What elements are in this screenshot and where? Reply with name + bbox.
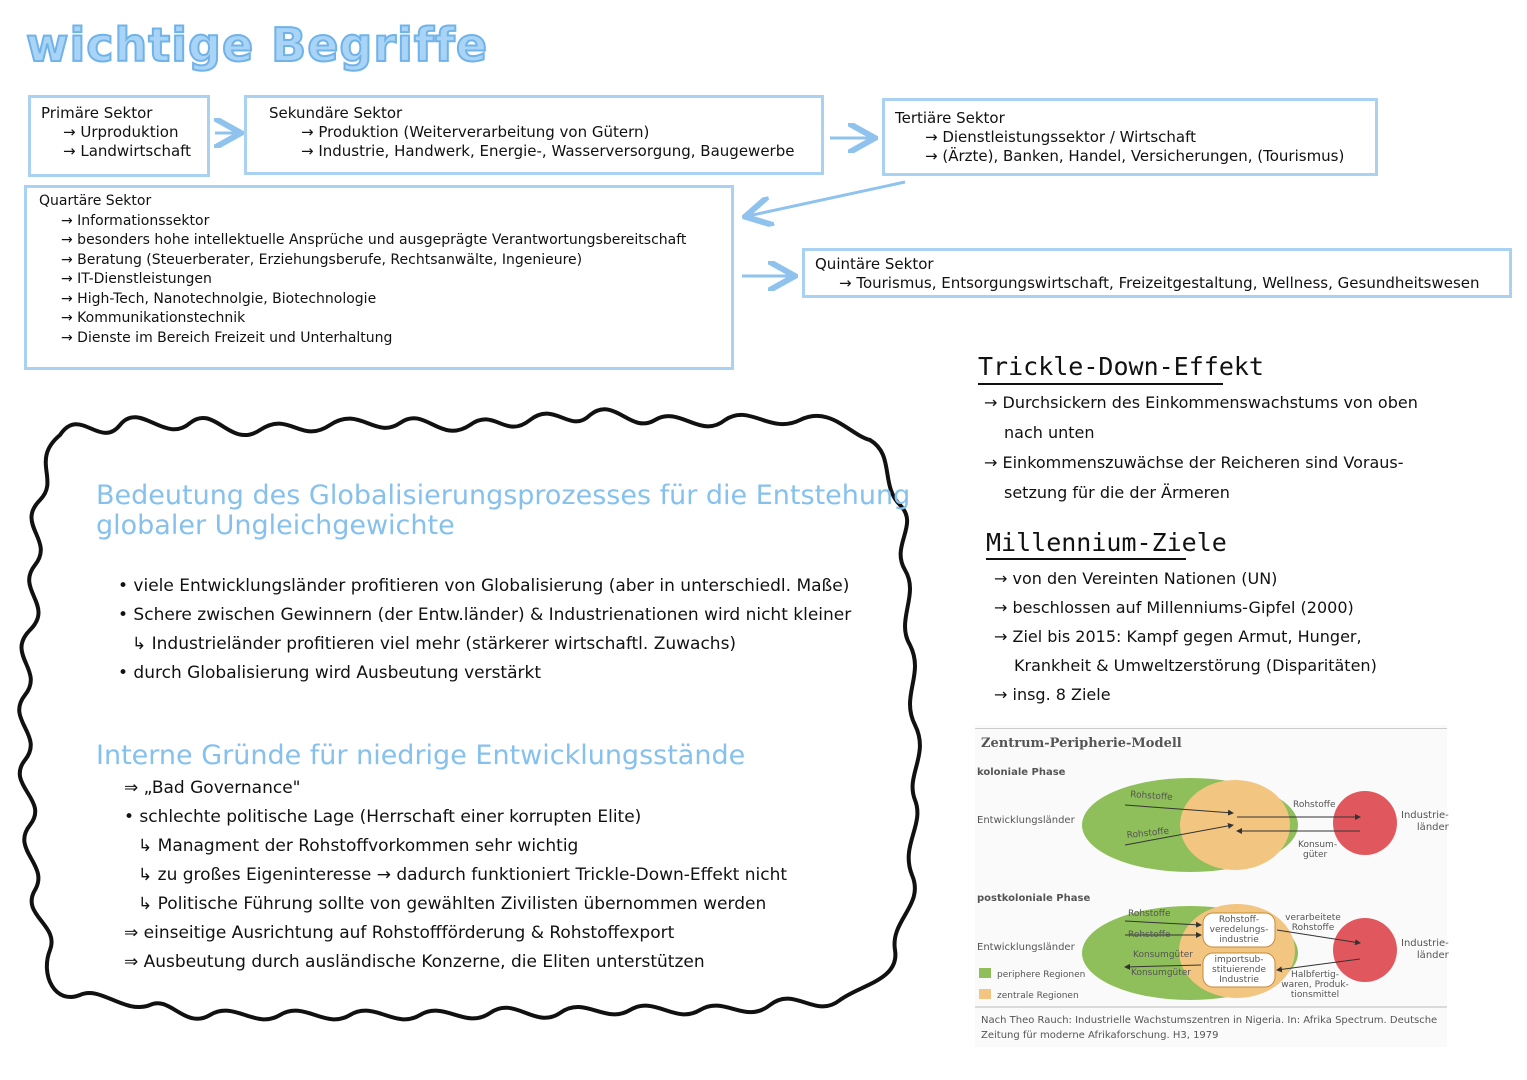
trickle-line: → Einkommenszuwächse der Reicheren sind Voraus- (984, 453, 1404, 472)
rohstoffe-label: Rohstoffe (1129, 790, 1173, 803)
globalisation-heading-1: Bedeutung des Globalisierungsprozesses für die Entstehung (96, 480, 911, 511)
trickle-heading: Trickle-Down-Effekt (978, 352, 1264, 381)
internal-line: ↳ zu großes Eigeninteresse → dadurch funktioniert Trickle-Down-Effekt nicht (138, 865, 788, 885)
millennium-line: → von den Vereinten Nationen (UN) (994, 569, 1278, 588)
trickle-notes (984, 388, 1418, 508)
refining-label: industrie (1219, 935, 1259, 945)
millennium-underline (986, 557, 1196, 561)
right-label-line: länder (1416, 950, 1449, 961)
secondary-heading: Sekundäre Sektor (269, 104, 403, 122)
tertiary-line: → Dienstleistungssektor / Wirtschaft (925, 128, 1197, 146)
konsumgueter-label: Konsumgüter (1133, 950, 1194, 960)
left-label-2: Entwicklungsländer (977, 942, 1075, 953)
quaternary-line: → IT-Dienstleistungen (61, 271, 212, 287)
rohstoffe-label: Rohstoffe (1128, 909, 1171, 919)
right-label-line: länder (1416, 822, 1449, 833)
right-label-line: Industrie- (1401, 810, 1449, 821)
quaternary-heading: Quartäre Sektor (39, 193, 152, 209)
internal-line: ↳ Politische Führung sollte von gewählten Zivilisten übernommen werden (138, 894, 767, 914)
caption-line: Nach Theo Rauch: Industrielle Wachstumszentren in Nigeria. In: Afrika Spectrum. Deutsche (981, 1015, 1438, 1026)
import-sub-label: Industrie (1219, 975, 1259, 985)
quinary-heading: Quintäre Sektor (815, 255, 934, 273)
left-label-1: Entwicklungsländer (977, 815, 1075, 826)
secondary-line: → Produktion (Weiterverarbeitung von Gütern) (301, 123, 650, 141)
secondary-line: → Industrie, Handwerk, Energie-, Wasserversorgung, Baugewerbe (301, 142, 795, 160)
quinary-line: → Tourismus, Entsorgungswirtschaft, Freizeitgestaltung, Wellness, Gesundheitswesen (839, 274, 1480, 292)
rohstoffe-label: Rohstoffe (1126, 826, 1170, 841)
semi-finished-label: tionsmittel (1290, 990, 1340, 1000)
globalisation-notes (118, 572, 851, 688)
primary-line: → Urproduktion (63, 123, 179, 141)
quaternary-line: → besonders hohe intellektuelle Ansprüche und ausgeprägte Verantwortungsbereitschaft (61, 232, 687, 248)
millennium-heading: Millennium-Ziele (986, 528, 1227, 557)
konsumgueter-label: Konsumgüter (1131, 968, 1192, 978)
trickle-line: setzung für die der Ärmeren (1004, 483, 1230, 502)
trickle-underline (978, 382, 1228, 386)
figure-title: Zentrum-Peripherie-Modell (981, 736, 1182, 751)
legend-zentrale: zentrale Regionen (997, 991, 1079, 1001)
quaternary-line: → Dienste im Bereich Freizeit und Unterhaltung (61, 329, 393, 346)
quaternary-line: → Beratung (Steuerberater, Erziehungsberufe, Rechtsanwälte, Ingenieure) (61, 251, 583, 268)
center-ellipse-1 (1180, 780, 1290, 870)
figure-caption (981, 1013, 1437, 1043)
rohstoffe-label: Rohstoffe (1293, 800, 1336, 810)
millennium-line: Krankheit & Umweltzerstörung (Disparitäten) (1014, 656, 1377, 675)
internal-line: • schlechte politische Lage (Herrschaft einer korrupten Elite) (124, 807, 642, 827)
caption-line: Zeitung für moderne Afrikaforschung. H3, 1979 (981, 1030, 1219, 1041)
sector-arrows (0, 0, 1527, 380)
internal-line: ⇒ einseitige Ausrichtung auf Rohstoffförderung & Rohstoffexport (124, 923, 675, 943)
processed-label: verarbeitete (1285, 913, 1341, 923)
internal-line: ⇒ „Bad Governance" (124, 778, 301, 798)
quaternary-line: → Informationssektor (61, 212, 210, 229)
millennium-line: → Ziel bis 2015: Kampf gegen Armut, Hunger, (994, 627, 1362, 646)
rohstoffe-label: Rohstoffe (1128, 930, 1171, 940)
quaternary-line: → Kommunikationstechnik (61, 310, 246, 326)
right-label-line: Industrie- (1401, 938, 1449, 949)
primary-heading: Primäre Sektor (41, 104, 153, 122)
legend-periphere: periphere Regionen (997, 970, 1086, 980)
arrow-tertiary-quaternary (748, 182, 905, 216)
legend-green-swatch (979, 968, 991, 978)
tertiary-line: → (Ärzte), Banken, Handel, Versicherungen, (Tourismus) (925, 147, 1345, 165)
primary-line: → Landwirtschaft (63, 142, 192, 160)
industry-circle-2 (1333, 918, 1397, 982)
konsum-label: Konsum- (1298, 840, 1338, 850)
industry-circle-1 (1333, 791, 1397, 855)
millennium-notes (994, 564, 1377, 709)
semi-finished-label: Halbfertig- (1291, 970, 1339, 980)
semi-finished-label: waren, Produk- (1281, 980, 1349, 990)
internal-notes (124, 774, 787, 977)
konsum-label: güter (1303, 850, 1328, 860)
internal-line: ⇒ Ausbeutung durch ausländische Konzerne, die Eliten unterstützen (124, 952, 705, 972)
globalisation-line: • Schere zwischen Gewinnern (der Entw.länder) & Industrienationen wird nicht kleiner (118, 605, 852, 625)
globalisation-line: ↳ Industrieländer profitieren viel mehr (stärkerer wirtschaftl. Zuwachs) (132, 634, 737, 654)
internal-line: ↳ Managment der Rohstoffvorkommen sehr wichtig (138, 836, 579, 856)
refining-label: veredelungs- (1209, 925, 1269, 935)
phase-1-label: koloniale Phase (977, 767, 1066, 778)
processed-label: Rohstoffe (1291, 923, 1335, 933)
globalisation-line: • viele Entwicklungsländer profitieren von Globalisierung (aber in unterschiedl. Maße) (118, 576, 850, 596)
figure-diagram (975, 725, 1447, 1047)
phase-2-label: postkoloniale Phase (977, 893, 1091, 904)
center-periphery-figure (975, 725, 1447, 1047)
page-title: wichtige Begriffe (26, 18, 489, 72)
refining-label: Rohstoff- (1218, 915, 1260, 925)
millennium-line: → beschlossen auf Millenniums-Gipfel (2000) (994, 598, 1354, 617)
trickle-line: → Durchsickern des Einkommenswachstums von oben (984, 393, 1418, 412)
tertiary-heading: Tertiäre Sektor (895, 109, 1005, 127)
quaternary-line: → High-Tech, Nanotechnolgie, Biotechnologie (61, 290, 377, 307)
legend-orange-swatch (979, 989, 991, 999)
internal-heading: Interne Gründe für niedrige Entwicklungsstände (96, 740, 746, 771)
import-sub-label: importsub- (1214, 955, 1264, 965)
millennium-line: → insg. 8 Ziele (994, 685, 1111, 704)
globalisation-heading-2: globaler Ungleichgewichte (96, 510, 455, 541)
globalisation-line: • durch Globalisierung wird Ausbeutung verstärkt (118, 663, 542, 683)
import-sub-label: stituierende (1212, 965, 1266, 975)
trickle-line: nach unten (1004, 423, 1095, 442)
